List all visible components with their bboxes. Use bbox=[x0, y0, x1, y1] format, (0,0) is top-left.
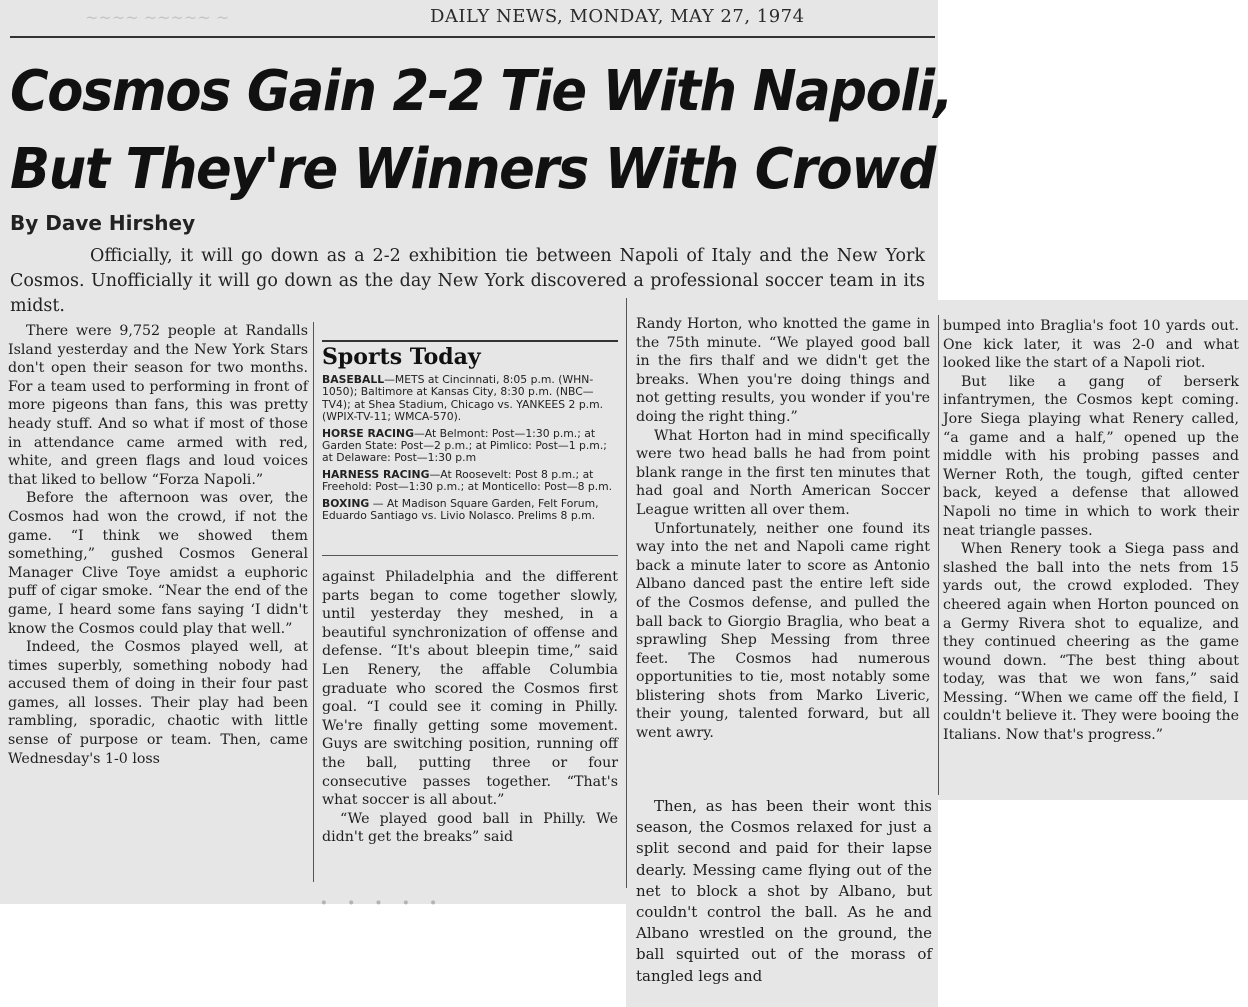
sport-name: HORSE RACING bbox=[322, 426, 414, 440]
headline-line-2: But They're Winners With Crowd bbox=[10, 137, 935, 202]
paragraph: But like a gang of berserk infantrymen, the Cosmos kept coming. Jore Siega playing what Renery called, “a game and a half,” opened up the middle with his probing passes and Werner Roth, the tough, gifted center back, keyed a defense that allowed Napoli no time in which to work their neat triangle passes. bbox=[943, 373, 1239, 539]
sport-schedule: — At Madison Square Garden, Felt Forum, Eduardo Santiago vs. Livio Nolasco. Prelims 8 p.m. bbox=[322, 496, 599, 523]
paragraph: Before the afternoon was over, the Cosmos had won the crowd, if not the game. “I think we showed them something,” gushed Cosmos General Manager Clive Toye amidst a euphoric puff of cigar smoke. “Near the end of the game, I heard some fans saying ‘I didn't know the Cosmos could play that well.” bbox=[8, 490, 308, 637]
paragraph: Unfortunately, neither one found its way into the net and Napoli came right back a minute later to score as Antonio Albano danced past the entire left side of the Cosmos defense, and pulled the ball back to Giorgio Braglia, who beat a sprawling Shep Messing from three feet. The Cosmos had numerous opportunities to tie, most notably some blistering shots from Marko Liveric, their young, talented forward, but all went awry. bbox=[636, 520, 930, 742]
article-column-1 bbox=[8, 322, 308, 768]
column-rule bbox=[626, 298, 627, 888]
paragraph: There were 9,752 people at Randalls Island yesterday and the New York Stars don't open their season for two months. For a team used to performing in front of more pigeons than fans, this was pretty heady stuff. And so what if most of those in attendance came armed with red, white, and green flags and loud voices that liked to bellow “Forza Napoli.” bbox=[8, 323, 308, 488]
sport-schedule: —At Roosevelt: Post 8 p.m.; at Freehold: Post—1:30 p.m.; at Monticello: Post—8 p.m. bbox=[322, 467, 613, 494]
paragraph: “We played good ball in Philly. We didn't get the breaks” said bbox=[322, 810, 618, 846]
paragraph: Randy Horton, who knotted the game in the 75th minute. “We played good ball in the firs thalf and we didn't get the breaks. When you're doing things and not getting results, you wonder if you're doing the right thing.” bbox=[636, 316, 930, 425]
column-rule bbox=[313, 322, 314, 882]
article-lead: Officially, it will go down as a 2-2 exhibition tie between Napoli of Italy and the New York Cosmos. Unofficially it will go down as the day New York discovered a professional soccer team in its midst. bbox=[10, 246, 925, 316]
article-column-3-continued bbox=[636, 796, 932, 987]
sport-schedule: —At Belmont: Post—1:30 p.m.; at Garden State: Post—2 p.m.; at Pimlico: Post—1 p.m.; at Delaware: Post—1:30 p.m bbox=[322, 426, 607, 465]
paragraph: Then, as has been their wont this season, the Cosmos relaxed for just a split second and paid for their lapse dearly. Messing came flying out of the net to block a shot by Albano, but couldn't control the ball. As he and Albano wrestled on the ground, the ball squirted out of the morass of tangled legs and bbox=[636, 797, 932, 985]
sports-today-item bbox=[322, 428, 618, 465]
sports-today-item bbox=[322, 374, 618, 424]
dateline: DAILY NEWS, MONDAY, MAY 27, 1974 bbox=[430, 6, 805, 27]
paragraph: bumped into Braglia's foot 10 yards out. One kick later, it was 2-0 and what looked like the start of a Napoli riot. bbox=[943, 318, 1239, 372]
sports-today-box bbox=[322, 340, 618, 555]
cut-off-text-fragment: · · · · · bbox=[320, 890, 443, 916]
paragraph: When Renery took a Siega pass and slashed the ball into the nets from 15 yards out, the crowd exploded. They cheered again when Horton pounced on a Germy Rivera shot to equalize, and they continued cheering as the game wound down. “The best thing about today, was that we won fans,” said Messing. “When we came off the field, I couldn't believe it. They were booing the Italians. Now that's progress.” bbox=[943, 541, 1239, 744]
byline: By Dave Hirshey bbox=[10, 211, 196, 235]
sport-schedule: —METS at Cincinnati, 8:05 p.m. (WHN-1050); Baltimore at Kansas City, 8:30 p.m. (NBC—TV4); at Shea Stadium, Chicago vs. YANKEES 2 p.m. (WPIX-TV-11; WMCA-570). bbox=[322, 373, 604, 424]
column-rule bbox=[938, 315, 939, 795]
article-column-2 bbox=[322, 568, 618, 847]
masthead-smudge: ~~~~ ~~~~~ ~ bbox=[85, 8, 230, 27]
paragraph: Indeed, the Cosmos played well, at times superbly, something nobody had accused them of doing in their four past games, all losses. Their play had been rambling, sporadic, chaotic with little sense of purpose or team. Then, came Wednesday's 1-0 loss bbox=[8, 639, 308, 767]
article-column-3 bbox=[636, 315, 930, 743]
box-bottom-rule bbox=[322, 555, 618, 556]
sport-name: BASEBALL bbox=[322, 373, 385, 386]
sports-today-item bbox=[322, 498, 618, 523]
sport-name: HARNESS RACING bbox=[322, 467, 430, 481]
headline-line-1: Cosmos Gain 2-2 Tie With Napoli, bbox=[10, 59, 953, 124]
article-column-4 bbox=[943, 317, 1239, 745]
paragraph: What Horton had in mind specifically were two head balls he had from point blank range in the first ten minutes that had goal and North American Soccer League written all over them. bbox=[636, 427, 930, 518]
sports-today-title: Sports Today bbox=[322, 344, 481, 370]
paragraph: against Philadelphia and the different parts began to come together slowly, until yesterday they meshed, in a beautiful synchronization of offense and defense. “It's about bleepin time,” said Len Renery, the affable Columbia graduate who scored the Cosmos first goal. “I could see it coming in Philly. We're finally getting some movement. Guys are switching position, running off the ball, putting three or four consecutive passes together. “That's what soccer is all about.” bbox=[322, 569, 618, 809]
masthead-rule bbox=[10, 36, 935, 38]
sports-today-item bbox=[322, 469, 618, 494]
sport-name: BOXING bbox=[322, 496, 370, 510]
